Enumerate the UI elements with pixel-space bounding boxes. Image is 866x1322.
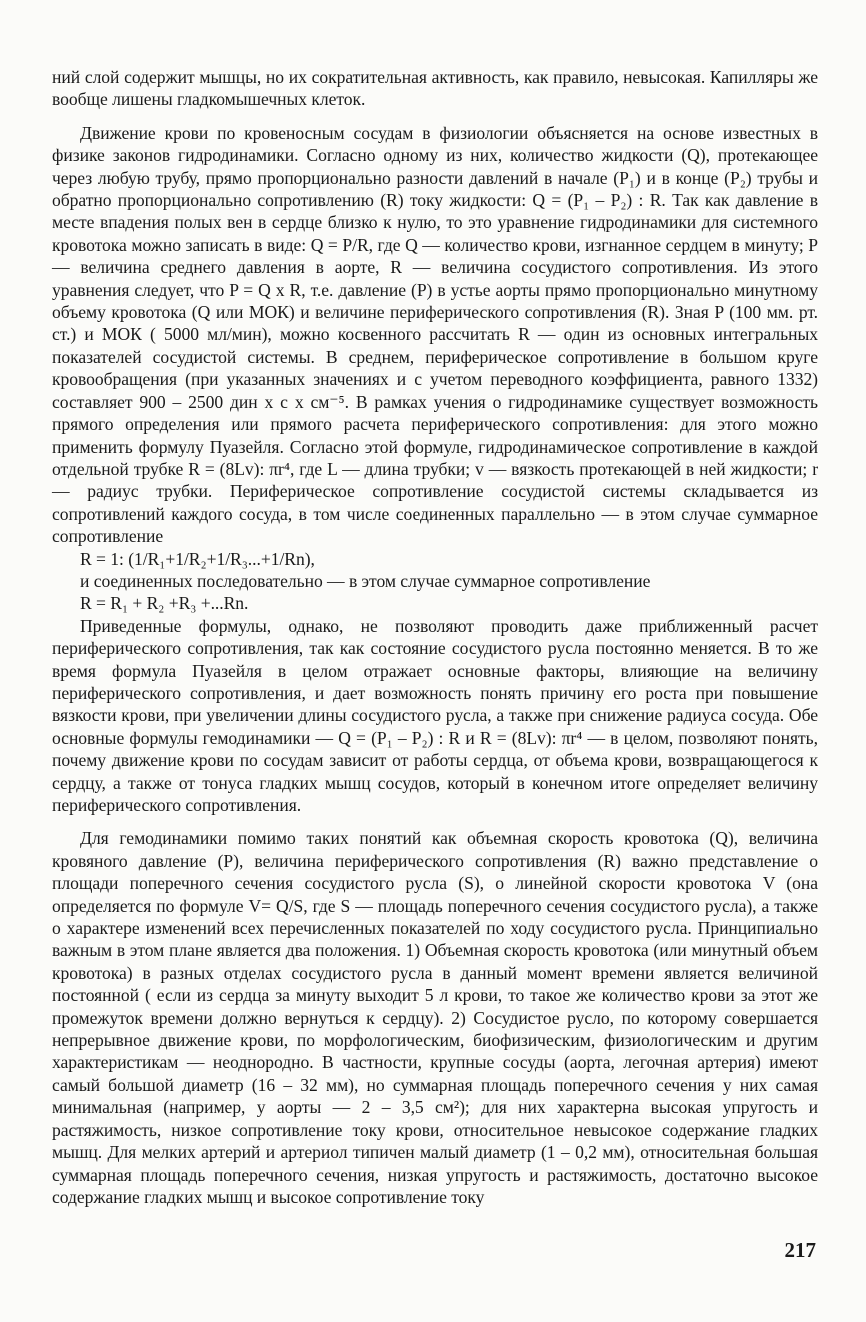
paragraph-hemodynamics: Для гемодинамики помимо таких понятий как объемная скорость кровотока (Q), величина кровяного давление (P), величина периферического сопротивления (R) важно представление о площади поперечного сечения сосудистого русла (S), о линейной скорости кровотока V (она определяется по формуле V= Q/S, где S — площадь поперечного сечения сосудистого русла), а также о характере изменений всех перечисленных показателей по ходу сосудистого русла. Принципиально важным в этом плане является два положения. 1) Объемная скорость кровотока (или минутный объем кровотока) в разных отделах сосудистого русла в данный момент времени является величиной постоянной ( если из сердца за минуту выходит 5 л крови, то такое же количество крови за этот же промежуток времени должно вернуться к сердцу). 2) Сосудистое русло, по которому совершается непрерывное движение крови, по морфологическим, биофизическим, физиологическим и другим характеристикам — неоднородно. В частности, крупные сосуды (аорта, легочная артерия) имеют самый большой диаметр (16 – 32 мм), но суммарная площадь поперечного сечения у них самая минимальная (например, у аорты — 2 – 3,5 см²); для них характерна высокая упругость и растяжимость, низкое сопротивление току крови, относительное невысокое содержание гладких мышц. Для мелких артерий и артериол типичен малый диаметр (1 – 0,2 мм), относительная большая суммарная площадь поперечного сечения, низкая упругость и растяжимость, достаточно высокое содержание гладких мышц и высокое сопротивление току <box>52 828 818 1207</box>
formula-parallel-resistance: R = 1: (1/R₁+1/R₂+1/R₃...+1/Rn), <box>80 548 315 569</box>
paragraph-series-intro: и соединенных последовательно — в этом случае суммарное сопротивление <box>80 570 651 591</box>
paragraph-hydrodynamics: Движение крови по кровеносным сосудам в физиологии объясняется на основе известных в физике законов гидродинамики. Согласно одному из них, количество жидкости (Q), протекающее через любую трубу, прямо пропорционально разности давлений в начале (P₁) и в конце (P₂) трубы и обратно пропорционально сопротивлению (R) току жидкости: Q = (P₁ – P₂) : R. Так как давление в месте впадения полых вен в сердце близко к нулю, то это уравнение гидродинамики для системного кровотока можно записать в виде: Q = P/R, где Q — количество крови, изгнанное сердцем в минуту; P — величина среднего давления в аорте, R — величина сосудистого сопротивления. Из этого уравнения следует, что P = Q x R, т.е. давление (P) в устье аорты прямо пропорционально минутному объему кровотока (Q или МОК) и величине периферического сопротивления (R). Зная P (100 мм. рт. ст.) и МОК ( 5000 мл/мин), можно косвенного рассчитать R — один из основных интегральных показателей сосудистой системы. В среднем, периферическое сопротивление в большом круге кровообращения (при указанных значениях и с учетом переводного коэффициента, равного 1332) составляет 900 – 2500 дин х с х см⁻⁵. В рамках учения о гидродинамике существует возможность прямого определения или прямого расчета периферического сопротивления: для этого можно применить формулу Пуазейля. Согласно этой формуле, гидродинамическое сопротивление в каждой отдельной трубке R = (8Lv): πr⁴, где L — длина трубки; v — вязкость протекающей в ней жидкости; r — радиус трубки. Периферическое сопротивление сосудистой системы складывается из сопротивлений каждого сосуда, в том числе соединенных параллельно — в этом случае суммарное сопротивление <box>52 122 818 547</box>
formula-series-resistance: R = R₁ + R₂ +R₃ +...Rn. <box>80 593 249 614</box>
page-body <box>52 66 818 1208</box>
paragraph-continuation: ний слой содержит мышцы, но их сократительная активность, как правило, невысокая. Капилляры же вообще лишены гладкомышечных клеток. <box>52 67 818 110</box>
paragraph-formulas-limits: Приведенные формулы, однако, не позволяют проводить даже приближенный расчет периферического сопротивления, так как состояние сосудистого русла постоянно меняется. В то же время формула Пуазейля в целом отражает основные факторы, влияющие на величину периферического сопротивления, и дает возможность понять причину его роста при повышение вязкости крови, при увеличении длины сосудистого русла, а также при снижение радиуса сосуда. Обе основные формулы гемодинамики — Q = (P₁ – P₂) : R и R = (8Lv): πr⁴ — в целом, позволяют понять, почему движение крови по сосудам зависит от работы сердца, от объема крови, возвращающегося к сердцу, а также от тонуса гладких мышц сосудов, который в конечном итоге определяет величину периферического сопротивления. <box>52 615 818 815</box>
page-number: 217 <box>784 1238 816 1262</box>
